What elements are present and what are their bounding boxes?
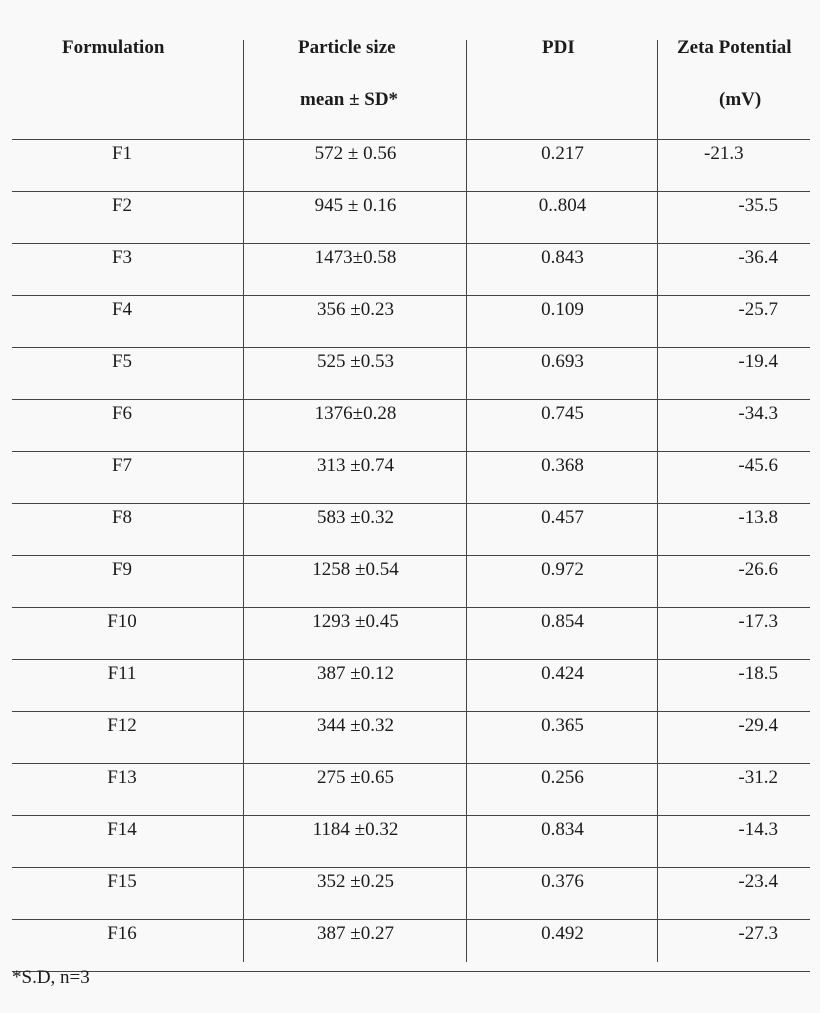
particle-size-cell: 387 ±0.12 <box>317 663 394 684</box>
particle-size-cell: 275 ±0.65 <box>317 767 394 788</box>
table-row <box>12 348 810 400</box>
formulation-cell: F10 <box>107 611 137 632</box>
table-row <box>12 400 810 452</box>
zeta-potential-cell: -45.6 <box>738 455 778 476</box>
formulation-cell: F14 <box>107 819 137 840</box>
pdi-cell: 0.457 <box>541 507 584 528</box>
zeta-potential-cell: -31.2 <box>738 767 778 788</box>
formulation-cell: F2 <box>111 195 133 216</box>
table-row <box>12 504 810 556</box>
pdi-cell: 0.745 <box>541 403 584 424</box>
particle-size-cell: 525 ±0.53 <box>317 351 394 372</box>
table-row <box>12 244 810 296</box>
pdi-cell: 0.365 <box>541 715 584 736</box>
formulation-cell: F11 <box>107 663 137 684</box>
table-row <box>12 868 810 920</box>
zeta-potential-cell: -25.7 <box>738 299 778 320</box>
formulation-cell: F5 <box>111 351 133 372</box>
particle-size-cell: 583 ±0.32 <box>317 507 394 528</box>
particle-size-cell: 313 ±0.74 <box>317 455 394 476</box>
table-grid <box>12 0 810 972</box>
pdi-cell: 0.834 <box>541 819 584 840</box>
zeta-potential-cell: -27.3 <box>738 923 778 944</box>
zeta-potential-cell: -21.3 <box>704 143 744 164</box>
table-row <box>12 712 810 764</box>
zeta-potential-cell: -19.4 <box>738 351 778 372</box>
pdi-cell: 0.843 <box>541 247 584 268</box>
formulation-cell: F16 <box>107 923 137 944</box>
pdi-cell: 0.492 <box>541 923 584 944</box>
pdi-cell: 0.693 <box>541 351 584 372</box>
table-row <box>12 556 810 608</box>
pdi-cell: 0.368 <box>541 455 584 476</box>
pdi-cell: 0.972 <box>541 559 584 580</box>
formulation-cell: F7 <box>111 455 133 476</box>
formulation-cell: F1 <box>111 143 133 164</box>
formulation-cell: F12 <box>107 715 137 736</box>
formulation-cell: F3 <box>111 247 133 268</box>
pdi-cell: 0..804 <box>538 195 587 216</box>
zeta-potential-cell: -29.4 <box>738 715 778 736</box>
header-zeta-unit: (mV) <box>719 89 762 110</box>
particle-size-cell: 352 ±0.25 <box>317 871 394 892</box>
pdi-cell: 0.424 <box>541 663 584 684</box>
zeta-potential-cell: -36.4 <box>738 247 778 268</box>
table-row <box>12 140 810 192</box>
particle-size-cell: 572 ± 0.56 <box>314 143 397 164</box>
formulation-cell: F4 <box>111 299 133 320</box>
pdi-cell: 0.256 <box>541 767 584 788</box>
header-particle-size: Particle size <box>298 37 396 58</box>
table-header-row <box>12 0 810 140</box>
formulation-cell: F13 <box>107 767 137 788</box>
particle-size-cell: 1293 ±0.45 <box>312 611 399 632</box>
zeta-potential-cell: -26.6 <box>738 559 778 580</box>
pdi-cell: 0.217 <box>541 143 584 164</box>
header-pdi: PDI <box>542 37 575 58</box>
table-row <box>12 296 810 348</box>
formulation-cell: F6 <box>111 403 133 424</box>
table-body <box>12 140 810 972</box>
table-row <box>12 660 810 712</box>
particle-size-cell: 356 ±0.23 <box>317 299 394 320</box>
particle-size-cell: 344 ±0.32 <box>317 715 394 736</box>
header-particle-size-unit: mean ± SD* <box>300 89 399 110</box>
table-row <box>12 920 810 972</box>
particle-size-cell: 945 ± 0.16 <box>314 195 397 216</box>
table-row <box>12 452 810 504</box>
zeta-potential-cell: -13.8 <box>738 507 778 528</box>
zeta-potential-cell: -14.3 <box>738 819 778 840</box>
zeta-potential-cell: -23.4 <box>738 871 778 892</box>
particle-size-cell: 1376±0.28 <box>314 403 397 424</box>
particle-size-cell: 1258 ±0.54 <box>312 559 399 580</box>
zeta-potential-cell: -18.5 <box>738 663 778 684</box>
formulation-table <box>12 0 810 972</box>
particle-size-cell: 1473±0.58 <box>314 247 397 268</box>
header-zeta-potential: Zeta Potential <box>677 37 792 58</box>
formulation-cell: F9 <box>111 559 133 580</box>
formulation-cell: F8 <box>111 507 133 528</box>
pdi-cell: 0.109 <box>541 299 584 320</box>
table-footnote: *S.D, n=3 <box>12 967 90 988</box>
zeta-potential-cell: -35.5 <box>738 195 778 216</box>
pdi-cell: 0.854 <box>541 611 584 632</box>
table-row <box>12 816 810 868</box>
table-row <box>12 192 810 244</box>
table-row <box>12 764 810 816</box>
table-row <box>12 608 810 660</box>
zeta-potential-cell: -34.3 <box>738 403 778 424</box>
zeta-potential-cell: -17.3 <box>738 611 778 632</box>
formulation-cell: F15 <box>107 871 137 892</box>
particle-size-cell: 387 ±0.27 <box>317 923 394 944</box>
pdi-cell: 0.376 <box>541 871 584 892</box>
particle-size-cell: 1184 ±0.32 <box>312 819 399 840</box>
header-formulation: Formulation <box>62 37 165 58</box>
